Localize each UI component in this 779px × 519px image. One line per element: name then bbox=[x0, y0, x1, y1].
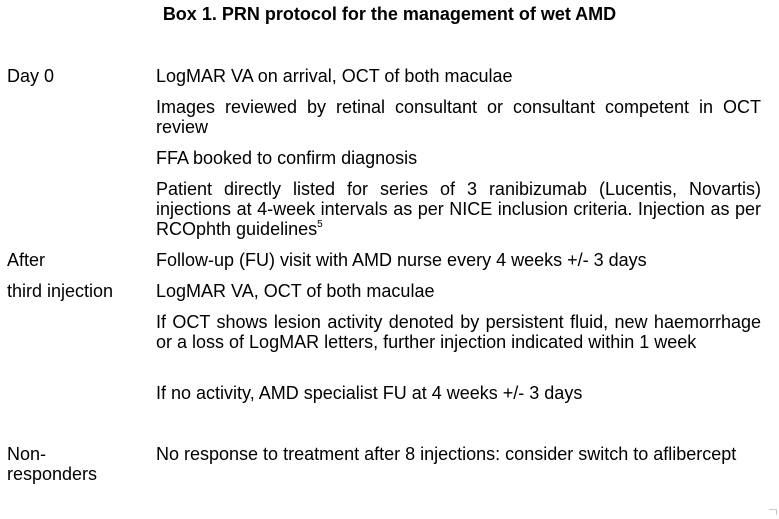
label-third-injection: third injection bbox=[7, 281, 114, 301]
day0-step-1: LogMAR VA on arrival, OCT of both maculae bbox=[156, 66, 513, 86]
after-step-1: Follow-up (FU) visit with AMD nurse every 4 weeks +/- 3 days bbox=[156, 250, 647, 270]
day0-step-3: FFA booked to confirm diagnosis bbox=[156, 148, 418, 168]
label-non: Non- bbox=[7, 444, 47, 464]
after-step-2: LogMAR VA, OCT of both maculae bbox=[156, 281, 435, 301]
label-day-0: Day 0 bbox=[7, 66, 55, 86]
day0-step-4-text: Patient directly listed for series of 3 ranibizumab (Lucentis, Novartis) injections at 4-week intervals as per NICE inclusion criteria. Injection as per RCOphth guidelines bbox=[156, 179, 761, 239]
reference-marker: 5 bbox=[317, 219, 323, 230]
box-title: Box 1. PRN protocol for the management of wet AMD bbox=[162, 4, 617, 24]
day0-step-2: Images reviewed by retinal consultant or consultant competent in OCT review bbox=[156, 97, 761, 137]
resize-corner-mark bbox=[769, 509, 777, 515]
nonresponders-step-1: No response to treatment after 8 injections: consider switch to aflibercept bbox=[156, 444, 737, 464]
label-after: After bbox=[7, 250, 46, 270]
label-responders: responders bbox=[7, 464, 98, 484]
after-step-3: If OCT shows lesion activity denoted by persistent fluid, new haemorrhage or a loss of LogMAR letters, further injection indicated within 1 week bbox=[156, 312, 761, 352]
after-step-4: If no activity, AMD specialist FU at 4 weeks +/- 3 days bbox=[156, 383, 583, 403]
day0-step-4 bbox=[156, 179, 761, 239]
